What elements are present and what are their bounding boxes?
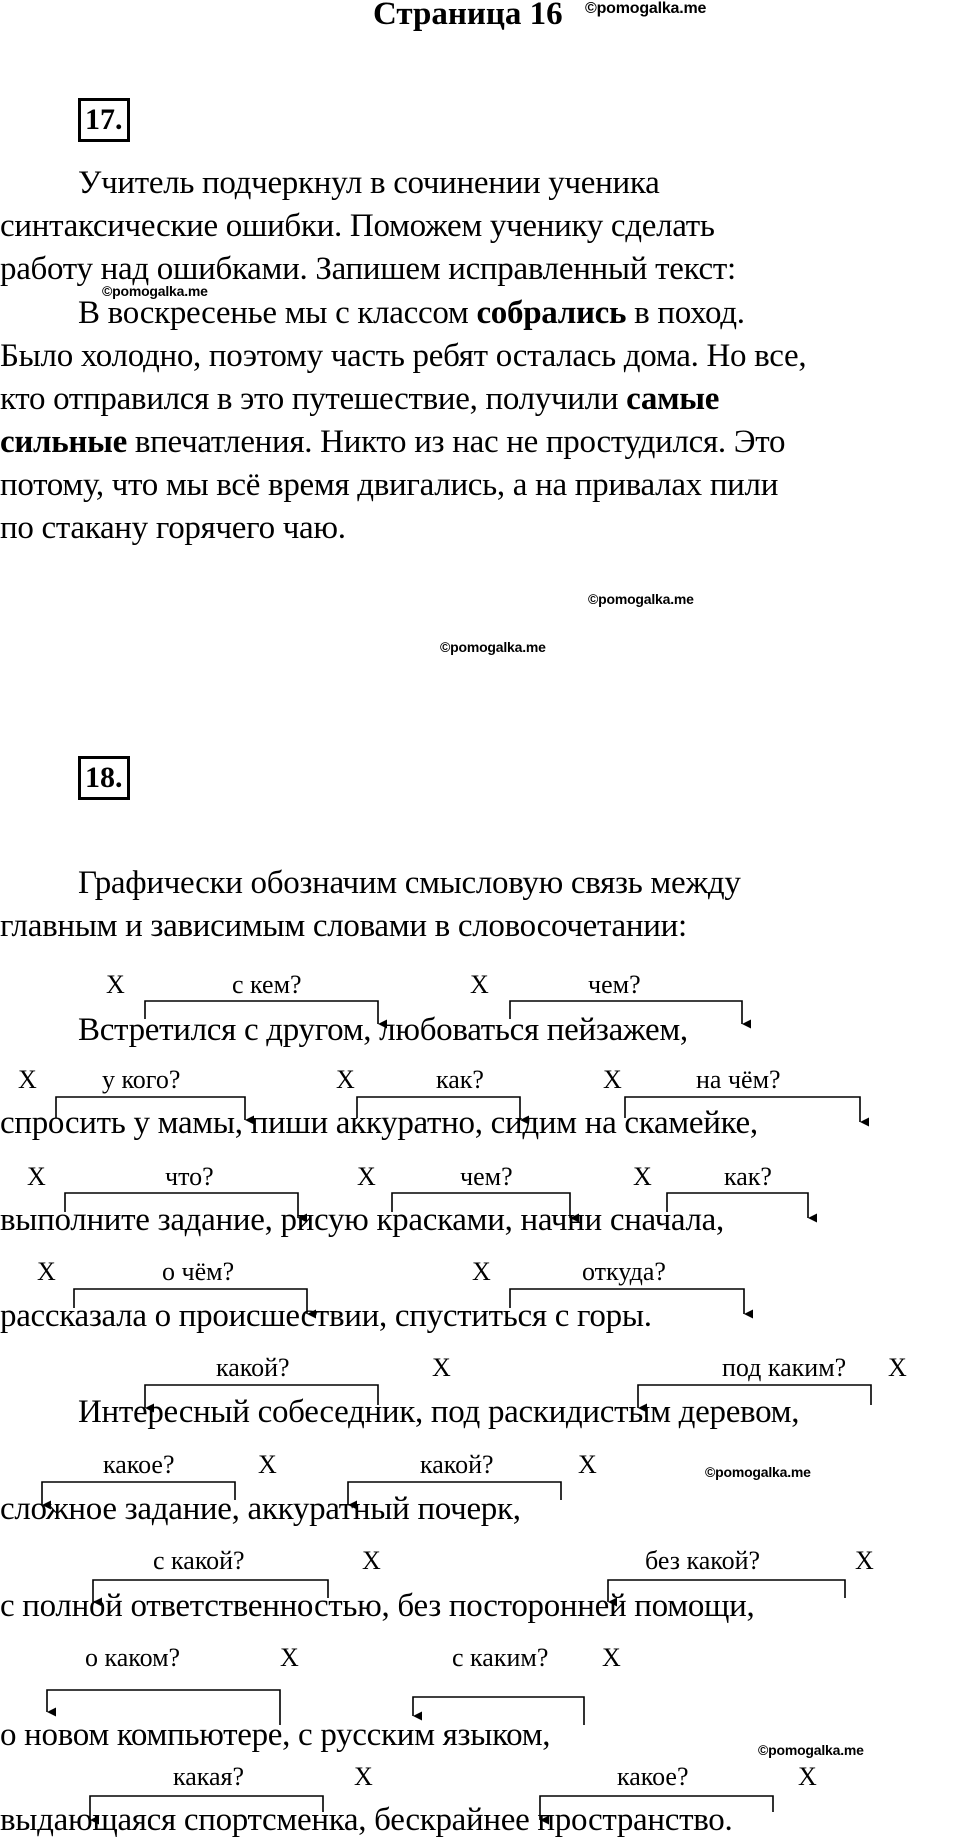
task18-intro-line-2: главным и зависимым словами в словосочетании: (0, 908, 687, 944)
question-label: какое? (103, 1450, 175, 1479)
main-word-mark: X (106, 970, 125, 999)
main-word-mark: X (258, 1450, 277, 1479)
corrected-text-line-3 (0, 379, 719, 419)
task17-intro-line-1: Учитель подчеркнул в сочинении ученика (78, 165, 660, 201)
task17-intro-line-2: синтаксические ошибки. Поможем ученику сделать (0, 208, 715, 244)
corrected-text-line-6: по стакану горячего чаю. (0, 510, 346, 546)
phrase-line-7: с полной ответственностью, без посторонней помощи, (0, 1588, 755, 1624)
main-word-mark: X (357, 1162, 376, 1191)
corrected-text-line-5: потому, что мы всё время двигались, а на привалах пили (0, 467, 779, 503)
main-word-mark: X (354, 1762, 373, 1791)
phrase-line-3: выполните задание, рисую красками, начни сначала, (0, 1202, 724, 1238)
corrected-text-line-1 (78, 293, 745, 333)
question-label: какая? (173, 1762, 245, 1791)
watermark: ©pomogalka.me (588, 591, 694, 607)
question-label: с кем? (232, 970, 302, 999)
main-word-mark: X (362, 1546, 381, 1575)
phrase-line-8: о новом компьютере, с русским языком, (0, 1717, 551, 1753)
phrase-line-1: Встретился с другом, любоваться пейзажем, (78, 1012, 688, 1048)
text-span: в поход. (626, 295, 745, 331)
bold-word: сильные (0, 424, 127, 460)
main-word-mark: X (472, 1257, 491, 1286)
main-word-mark: X (470, 970, 489, 999)
phrase-line-6: сложное задание, аккуратный почерк, (0, 1491, 521, 1527)
main-word-mark: X (603, 1065, 622, 1094)
main-word-mark: X (798, 1762, 817, 1791)
question-label: о чём? (162, 1257, 235, 1286)
question-label: какое? (617, 1762, 689, 1791)
phrase-line-5: Интересный собеседник, под раскидистым деревом, (78, 1394, 800, 1430)
main-word-mark: X (336, 1065, 355, 1094)
task17-intro-line-3: работу над ошибками. Запишем исправленный текст: (0, 251, 736, 287)
main-word-mark: X (18, 1065, 37, 1094)
main-word-mark: X (37, 1257, 56, 1286)
bold-word: собрались (476, 295, 627, 331)
main-word-mark: X (633, 1162, 652, 1191)
phrase-line-4: рассказала о происшествии, спуститься с горы. (0, 1298, 652, 1334)
text-span: В воскресенье мы с классом (78, 295, 477, 331)
corrected-text-line-4 (0, 422, 785, 462)
watermark: ©pomogalka.me (440, 639, 546, 655)
question-label: без какой? (645, 1546, 761, 1575)
text-span: впечатления. Никто из нас не простудился. Это (126, 424, 786, 460)
watermark: ©pomogalka.me (705, 1464, 811, 1480)
question-label: под каким? (722, 1353, 847, 1382)
corrected-text-line-2: Было холодно, поэтому часть ребят осталась дома. Но все, (0, 338, 807, 374)
task18-intro-line-1: Графически обозначим смысловую связь между (78, 865, 741, 901)
text-span: кто отправился в это путешествие, получили (0, 381, 627, 417)
watermark: ©pomogalka.me (758, 1742, 864, 1758)
question-label: откуда? (582, 1257, 666, 1286)
question-label: о каком? (85, 1643, 181, 1672)
question-label: как? (724, 1162, 772, 1191)
task-number-17: 17. (78, 98, 130, 142)
question-label: с какой? (153, 1546, 245, 1575)
main-word-mark: X (432, 1353, 451, 1382)
main-word-mark: X (855, 1546, 874, 1575)
main-word-mark: X (888, 1353, 907, 1382)
question-label: на чём? (696, 1065, 781, 1094)
main-word-mark: X (27, 1162, 46, 1191)
question-label: какой? (420, 1450, 494, 1479)
main-word-mark: X (602, 1643, 621, 1672)
main-word-mark: X (280, 1643, 299, 1672)
bold-word: самые (626, 381, 720, 417)
question-label: чем? (460, 1162, 513, 1191)
phrase-line-9: выдающаяся спортсменка, бескрайнее пространство. (0, 1802, 733, 1838)
watermark: ©pomogalka.me (102, 283, 208, 299)
question-label: у кого? (102, 1065, 181, 1094)
question-label: с каким? (452, 1643, 549, 1672)
task-number-18: 18. (78, 756, 130, 800)
main-word-mark: X (578, 1450, 597, 1479)
question-label: какой? (216, 1353, 290, 1382)
question-label: что? (165, 1162, 214, 1191)
watermark: ©pomogalka.me (585, 0, 707, 17)
phrase-line-2: спросить у мамы, пиши аккуратно, сидим на скамейке, (0, 1105, 758, 1141)
question-label: чем? (588, 970, 641, 999)
page-title: Страница 16 (373, 0, 563, 32)
question-label: как? (436, 1065, 484, 1094)
